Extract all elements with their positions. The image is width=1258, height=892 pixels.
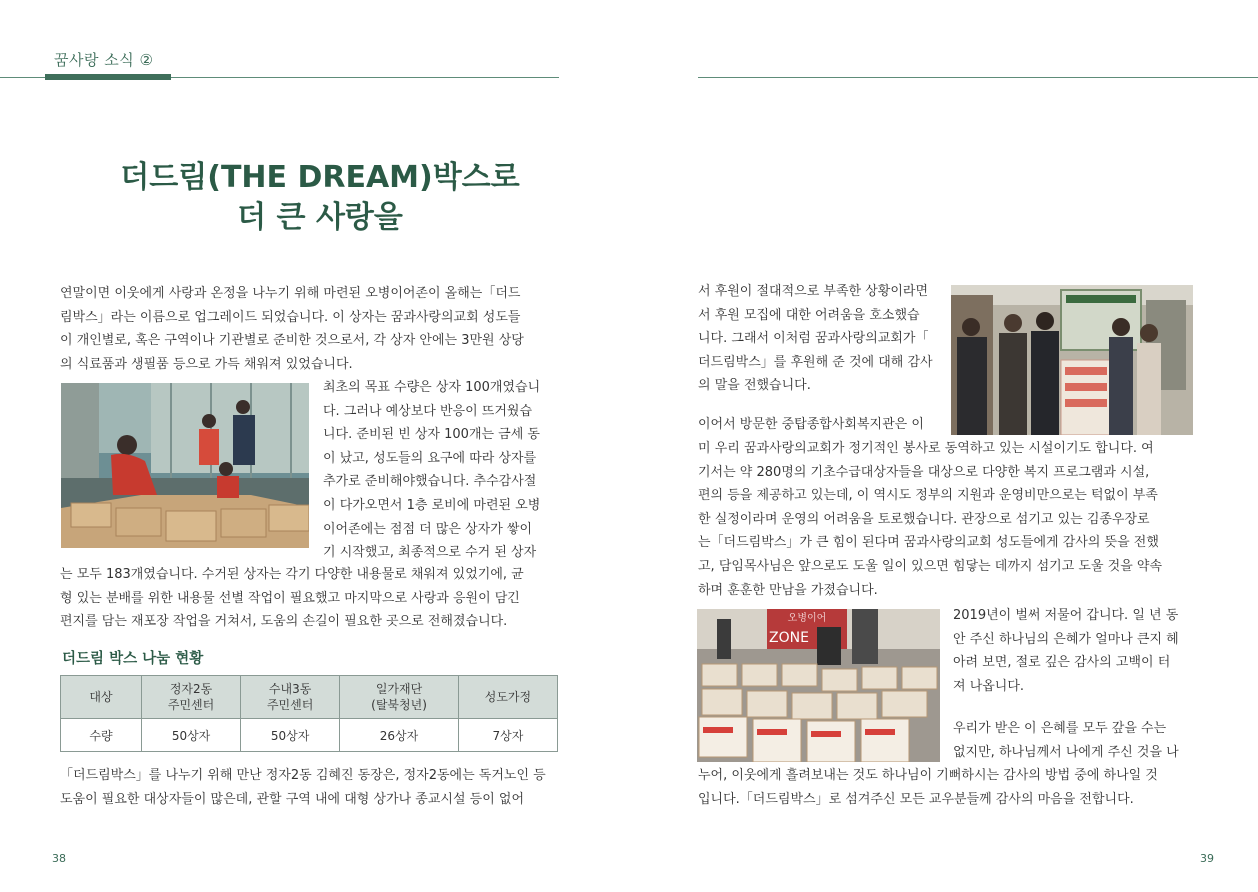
text-line: 니다. 그래서 이처럼 꿈과사랑의교회가「	[698, 331, 929, 347]
article-title	[60, 158, 580, 238]
section-tab-bar	[45, 74, 171, 80]
text-line: 아려 보면, 절로 깊은 감사의 고백이 터	[953, 655, 1171, 671]
header-line: 주민센터	[266, 698, 314, 712]
header-rule-right	[698, 77, 1258, 78]
text-line: 편지를 담는 재포장 작업을 거쳐서, 도움의 손길이 필요한 곳으로 전해졌습니다.	[60, 614, 508, 630]
table-cell: 26상자	[340, 719, 459, 752]
right-photo-paragraph-2	[953, 717, 1198, 764]
distribution-table	[60, 675, 558, 752]
text-line: 이어존에는 점점 더 많은 상자가 쌓이	[323, 521, 533, 537]
header-line: (탈북청년)	[371, 698, 427, 712]
text-line: 안 주신 하나님의 은혜가 얼마나 큰지 헤	[953, 631, 1179, 647]
text-line: 추가로 준비해야했습니다. 추수감사절	[323, 474, 537, 490]
text-line: 니다. 준비된 빈 상자 100개는 금세 동	[323, 427, 540, 443]
text-line: 기 시작했고, 최종적으로 수거 된 상자	[323, 545, 537, 561]
text-line: 도움이 필요한 대상자들이 많은데, 관할 구역 내에 대형 상가나 종교시설 등이 없어	[60, 791, 525, 807]
text-line: 한 실정이라며 운영의 어려움을 토로했습니다. 관장으로 섬기고 있는 김종우장로	[698, 511, 1150, 527]
right-top-paragraph	[698, 280, 946, 398]
table-header-row	[61, 676, 558, 719]
text-line: 누어, 이웃에게 흘려보내는 것도 하나님이 기뻐하시는 감사의 방법 중에 하나일 것	[698, 768, 1158, 783]
text-line: 의 말을 전했습니다.	[698, 378, 811, 394]
left-continuation-paragraph	[60, 563, 560, 634]
page-number-right: 39	[1200, 852, 1214, 865]
text-line: 이 개인별로, 혹은 구역이나 기관별로 준비한 것으로서, 각 상자 안에는 3만원 상당	[60, 333, 524, 349]
text-line: 이어서 방문한 중탑종합사회복지관은 이	[698, 417, 924, 432]
text-line: 져 나옵니다.	[953, 678, 1025, 694]
title-line-2: 더 큰 사랑을	[237, 200, 403, 235]
text-line: 「더드림박스」를 나누기 위해 만난 정자2동 김혜진 동장은, 정자2동에는 독거노인 등	[60, 768, 546, 783]
right-photo-paragraph-1	[953, 604, 1198, 698]
text-line: 이 다가오면서 1층 로비에 마련된 오병	[323, 497, 541, 513]
text-line: 미 우리 꿈과사랑의교회가 정기적인 봉사로 동역하고 있는 시설이기도 합니다. 여	[698, 441, 1154, 456]
text-line: 없지만, 하나님께서 나에게 주신 것을 나	[953, 744, 1179, 760]
text-line: 2019년이 벌써 저물어 갑니다. 일 년 동	[953, 608, 1179, 623]
right-mid-start	[698, 413, 946, 437]
text-line: 림박스」라는 이름으로 업그레이드 되었습니다. 이 상자는 꿈과사랑의교회 성도들	[60, 309, 521, 325]
text-line: 우리가 받은 이 은혜를 모두 갚을 수는	[953, 721, 1167, 736]
text-line: 편의 등을 제공하고 있는데, 이 역시도 정부의 지원과 운영비만으로는 턱없이 부족	[698, 488, 1158, 504]
left-bottom-paragraph	[60, 764, 565, 811]
page-number-left: 38	[52, 852, 66, 865]
text-line: 는 모두 183개였습니다. 수거된 상자는 각기 다양한 내용물로 채워져 있었기에, 균	[60, 567, 524, 582]
table-row	[61, 719, 558, 752]
text-line: 서 후원 모집에 대한 어려움을 호소했습	[698, 307, 920, 323]
text-line: 더드림박스」를 후원해 준 것에 대해 감사	[698, 354, 933, 370]
table-header-cell	[241, 676, 340, 719]
right-end-paragraph	[698, 764, 1203, 811]
table-header-cell	[340, 676, 459, 719]
table-header-cell	[142, 676, 241, 719]
text-line: 형 있는 분배를 위한 내용물 선별 작업이 필요했고 마지막으로 사랑과 응원이 담긴	[60, 590, 520, 606]
header-line: 일가재단	[375, 682, 423, 696]
section-label: 꿈사랑 소식 ②	[54, 51, 154, 69]
text-line: 고, 담임목사님은 앞으로도 도울 일이 있으면 힘닿는 데까지 섬기고 도울 것을 약속	[698, 558, 1163, 574]
zone-sign: ZONE	[769, 630, 809, 646]
photo-packing-boxes	[61, 383, 309, 548]
header-line: 정자2동	[169, 682, 213, 696]
table-cell: 수량	[61, 719, 142, 752]
text-line: 다. 그러나 예상보다 반응이 뜨거웠습	[323, 403, 533, 419]
text-line: 는「더드림박스」가 큰 힘이 된다며 꿈과사랑의교회 성도들에게 감사의 뜻을 전했	[698, 535, 1159, 551]
table-cell: 50상자	[241, 719, 340, 752]
text-line: 서 후원이 절대적으로 부족한 상황이라면	[698, 284, 929, 299]
title-line-1: 더드림(THE DREAM)박스로	[120, 160, 520, 195]
photo-box-zone	[697, 609, 940, 762]
text-line: 기서는 약 280명의 기초수급대상자들을 대상으로 다양한 복지 프로그램과 시설,	[698, 464, 1150, 480]
text-line: 하며 훈훈한 만남을 가졌습니다.	[698, 582, 878, 598]
table-cell: 50상자	[142, 719, 241, 752]
header-line: 주민센터	[167, 698, 215, 712]
intro-paragraph	[60, 282, 560, 376]
header-line: 수내3동	[268, 682, 312, 696]
photo-group	[951, 285, 1193, 435]
text-line: 이 났고, 성도들의 요구에 따라 상자를	[323, 450, 537, 466]
table-header-cell: 성도가정	[458, 676, 557, 719]
text-line: 의 식료품과 생필품 등으로 가득 채워져 있었습니다.	[60, 356, 353, 372]
zone-sign-top: 오병이어	[787, 613, 827, 624]
table-header-cell: 대상	[61, 676, 142, 719]
table-cell: 7상자	[458, 719, 557, 752]
left-column-paragraph	[323, 376, 563, 565]
text-line: 최초의 목표 수량은 상자 100개였습니	[323, 380, 541, 395]
table-title: 더드림 박스 나눔 현황	[62, 651, 204, 667]
text-line: 연말이면 이웃에게 사랑과 온정을 나누기 위해 마련된 오병이어존이 올해는「더드	[60, 286, 521, 301]
right-mid-paragraph	[698, 437, 1198, 602]
text-line: 입니다.「더드림박스」로 섬겨주신 모든 교우분들께 감사의 마음을 전합니다.	[698, 791, 1134, 807]
